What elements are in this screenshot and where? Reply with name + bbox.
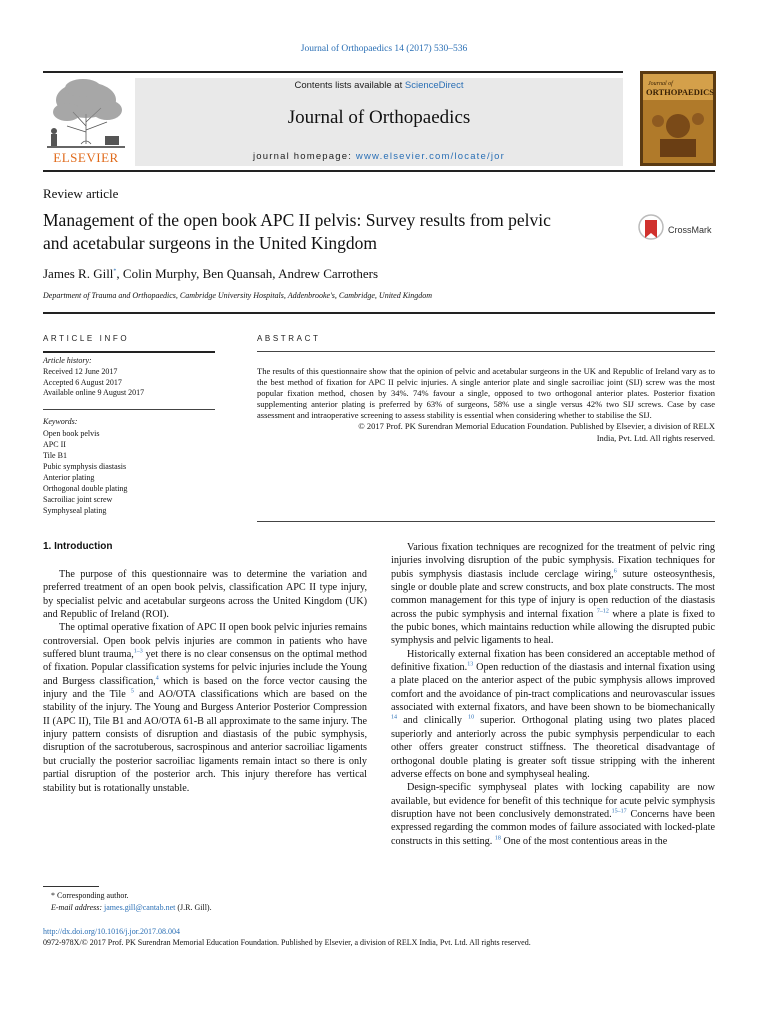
journal-cover-thumbnail xyxy=(640,71,716,166)
reference-link[interactable]: 18 xyxy=(494,835,501,842)
paragraph-text: and AO/OTA classifications which are based on the stability of the injury. The Young and Burgess Anterior Posterior Compression II (APC II), Tile B1 and AO/OTA 61-B all approximate to the same injury. The injury pattern consists of disruption and diastasis of the pubic symphysis, disruption of the sacrotuberous, sacrospinous and anterior sacroiliac ligaments but crucially the posterior sacroiliac ligaments remain intact so there is only partial disruption of the posterior arch. This injury therefore has vertical stability but is rotationally unstable. xyxy=(43,689,367,794)
article-info-label: ARTICLE INFO xyxy=(43,334,130,343)
footnotes xyxy=(43,890,212,913)
title-line-2: and acetabular surgeons in the United Kingdom xyxy=(43,233,378,253)
keyword: Tile B1 xyxy=(43,451,67,460)
paragraph-text: Concerns have been expressed regarding the common modes of failure associated with locked-plate constructs in this setting. xyxy=(391,808,715,847)
contents-available-line xyxy=(135,80,623,91)
keyword: Anterior plating xyxy=(43,473,95,482)
footnote-rule xyxy=(43,886,99,887)
email-suffix: (J.R. Gill). xyxy=(175,902,212,912)
history-list xyxy=(43,367,144,399)
corresponding-text: Corresponding author. xyxy=(55,891,129,900)
abstract-body xyxy=(257,366,715,444)
paragraph-text: The purpose of this questionnaire was to determine the variation and preferred treatment of an open book pelvis, classification APC II type injury, by specialist pelvic and acetabular surgeons across the United Kingdom (UK) and Republic of Ireland (ROI). xyxy=(43,569,367,621)
cover-title-line1: Journal of xyxy=(648,81,673,87)
info-top-rule xyxy=(43,312,715,314)
paragraph xyxy=(391,648,715,781)
history-online: Available online 9 August 2017 xyxy=(43,388,145,397)
abstract-copyright xyxy=(257,421,715,443)
paragraph xyxy=(391,541,715,648)
elsevier-wordmark: ELSEVIER xyxy=(53,150,119,165)
header-bottom-rule xyxy=(43,170,715,172)
history-heading: Article history: xyxy=(43,356,92,365)
keywords-list xyxy=(43,428,127,516)
reference-link[interactable]: 5 xyxy=(130,688,134,695)
history-accepted: Accepted 6 August 2017 xyxy=(43,377,122,387)
paragraph-text: suture osteosynthesis, single or double plate and screw constructs, and box plate constructs. The most common management for this type of injury is open reduction of the diastasis across the pubic symphysis and internal fixation xyxy=(391,568,715,620)
reference-link[interactable]: 14 xyxy=(391,715,397,722)
paragraph-text: One of the most contentious areas in the xyxy=(500,835,668,847)
paragraph-text: where a plate is fixed to the pubic bones, which maintains reduction while allowing the disrupted pubic symphysis and pelvic ligaments to heal. xyxy=(391,608,715,647)
abstract-copyright-line1: © 2017 Prof. PK Surendran Memorial Education Foundation. Published by Elsevier, a division of RELX xyxy=(358,421,715,432)
contents-prefix: Contents lists available at xyxy=(294,80,405,91)
body-right-column xyxy=(391,541,715,848)
crossmark-icon[interactable] xyxy=(638,214,664,244)
doi-link[interactable]: http://dx.doi.org/10.1016/j.jor.2017.08.004 xyxy=(43,927,180,936)
paragraph xyxy=(43,568,367,621)
corresponding-author-mark[interactable]: * xyxy=(113,268,117,275)
article-info-rule xyxy=(43,351,215,353)
paragraph-text: Various fixation techniques are recognized for the treatment of pelvic ring injuries involving disruption of the pubic symphysis. Fixation techniques for pubis symphysis diastasis include cerclage wiring, xyxy=(391,542,715,580)
abstract-top-rule xyxy=(257,351,715,352)
author-list xyxy=(43,266,378,282)
reference-link[interactable]: 4 xyxy=(155,675,159,682)
keywords-rule xyxy=(43,409,215,410)
authors-rest: , Colin Murphy, Ben Quansah, Andrew Carrothers xyxy=(116,266,379,281)
paragraph xyxy=(391,781,715,848)
abstract-label: ABSTRACT xyxy=(257,334,321,343)
affiliation: Department of Trauma and Orthopaedics, Cambridge University Hospitals, Addenbrooke's, Cambridge, United Kingdom xyxy=(43,291,433,300)
paragraph xyxy=(43,621,367,794)
reference-link[interactable]: 6 xyxy=(613,568,617,575)
email-label: E-mail address: xyxy=(51,902,105,912)
abstract-text: The results of this questionnaire show that the opinion of pelvic and acetabular surgeons in the UK and Republic of Ireland vary as to the best method of fixation for APC II pelvic injuries. A single anterior plate and single sacroiliac joint (SIJ) screw was the most popular fixation method, chosen by 34%. 74% favour a single, opposed to two orthogonal anterior plates. Posterior fixation supplementing anterior plating is preferred by 63% of surgeons, 58% use a single versus 42% two SIJ screws. Case by case assessment and intraoperative screening to assess stability is essential when considering whether to stabilise the SIJ. xyxy=(257,366,715,421)
homepage-label: journal homepage: xyxy=(252,151,356,162)
title-line-1: Management of the open book APC II pelvis: Survey results from pelvic xyxy=(43,210,551,230)
keyword: Sacroiliac joint screw xyxy=(43,495,113,504)
paragraph-text: and clinically xyxy=(397,715,469,727)
footnote-mark: * xyxy=(51,891,55,900)
abstract-bottom-rule xyxy=(257,521,715,522)
keyword: Pubic symphysis diastasis xyxy=(43,462,127,471)
paragraph-text: which is based on the force vector causing the injury and the Tile xyxy=(43,675,367,701)
journal-title: Journal of Orthopaedics xyxy=(287,107,471,128)
journal-citation[interactable]: Journal of Orthopaedics 14 (2017) 530–536 xyxy=(300,44,468,54)
keyword: Open book pelvis xyxy=(43,429,100,438)
cover-title-line2: ORTHOPAEDICS xyxy=(646,87,715,97)
article-title xyxy=(43,209,633,255)
keywords-heading: Keywords: xyxy=(43,417,78,426)
paragraph-text: Design-specific symphyseal plates with locking capability are now available, but evidence for benefit of this technique for acute pelvic symphysis disruption have not been conclusively demonstrated. xyxy=(391,782,715,820)
author-1: James R. Gill xyxy=(43,266,114,281)
history-received: Received 12 June 2017 xyxy=(43,367,118,376)
email-footnote xyxy=(43,902,212,914)
keyword: APC II xyxy=(43,440,66,449)
issn-copyright: 0972-978X/© 2017 Prof. PK Surendran Memorial Education Foundation. Published by Elsevier, a division of RELX India, Pvt. Ltd. All rights reserved. xyxy=(43,938,531,947)
paragraph-text: superior. Orthogonal plating using two plates placed superiorly and anteriorly across the pubic symphysis perpendicular to each other offers greater construct stiffness. The theoretical disadvantage of orthogonal double plating is greater soft tissue stripping with the inherent adverse effects on bone and symphyseal healing. xyxy=(391,715,716,780)
reference-link[interactable]: 10 xyxy=(468,715,475,722)
keyword: Orthogonal double plating xyxy=(43,484,128,493)
crossmark-label[interactable]: CrossMark xyxy=(668,225,712,235)
sciencedirect-link[interactable]: ScienceDirect xyxy=(404,80,464,91)
reference-link[interactable]: 7–12 xyxy=(596,608,609,615)
paragraph-text: The optimal operative fixation of APC II open book pelvic injuries remains controversial. Open book pelvis injuries are common in patients who have suffered blunt trauma, xyxy=(43,622,367,661)
email-link[interactable]: james.gill@cantab.net xyxy=(104,902,176,912)
reference-link[interactable]: 1–3 xyxy=(133,648,143,655)
abstract-copyright-line2: India, Pvt. Ltd. All rights reserved. xyxy=(596,432,715,443)
paragraph-text: Open reduction of the diastasis and internal fixation using a plate placed on the anterior aspect of the pubic symphysis allows improved comfort and the avoidance of pin-tract complications and neurovascular issues associated with external fixators, and have been shown to be biomechanically xyxy=(391,662,715,714)
section-heading: 1. Introduction xyxy=(43,541,113,552)
reference-link[interactable]: 15–17 xyxy=(611,808,627,815)
article-type: Review article xyxy=(43,186,119,201)
header-top-rule xyxy=(43,71,623,73)
paragraph-text: Historically external fixation has been considered an acceptable method of definitive fixation. xyxy=(391,648,715,674)
body-left-column xyxy=(43,568,367,795)
keyword: Symphyseal plating xyxy=(43,506,107,515)
journal-homepage-line xyxy=(135,151,623,162)
corresponding-footnote xyxy=(43,890,212,902)
paragraph-text: yet there is no clear consensus on the optimal method of fixation. Popular classification systems for pelvic injuries include the Young and Burgess classification, xyxy=(43,649,367,687)
reference-link[interactable]: 13 xyxy=(467,661,474,668)
homepage-url-link[interactable]: www.elsevier.com/locate/jor xyxy=(355,151,506,162)
